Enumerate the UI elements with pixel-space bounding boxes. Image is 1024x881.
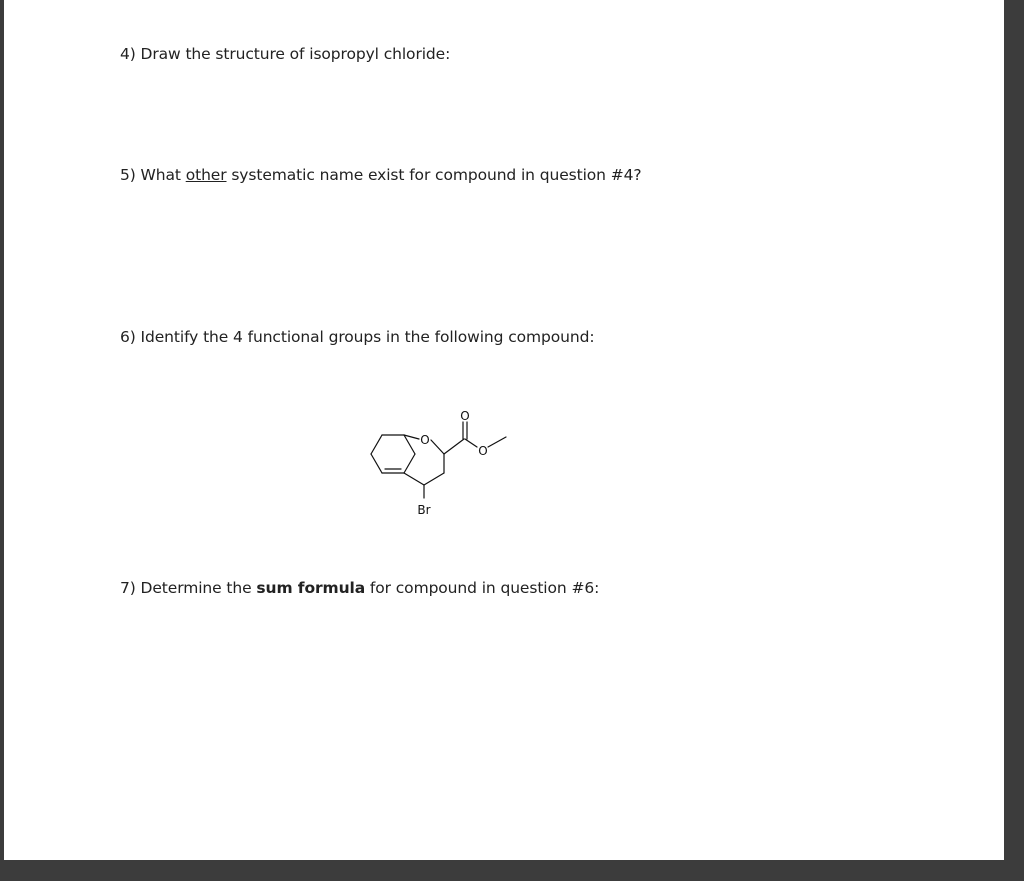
- bond: [371, 454, 382, 473]
- question-7-bold-term: sum formula: [256, 579, 366, 597]
- bond: [431, 440, 444, 454]
- ester-oxygen-label: O: [478, 444, 488, 458]
- bond: [404, 454, 415, 473]
- question-7: [120, 579, 599, 597]
- question-4: [120, 45, 450, 63]
- document-page: [4, 0, 1004, 860]
- question-4-text: 4) Draw the structure of isopropyl chloride:: [120, 45, 451, 63]
- bond: [488, 437, 506, 447]
- bond: [444, 439, 464, 454]
- question-5: [120, 166, 642, 184]
- carbonyl-oxygen-label: O: [460, 409, 470, 423]
- question-5-prefix: 5) What: [120, 166, 186, 184]
- question-5-underlined-word: other: [185, 166, 227, 184]
- question-5-suffix: systematic name exist for compound in question #4?: [226, 166, 642, 184]
- question-6-text: 6) Identify the 4 functional groups in the following compound:: [120, 328, 595, 346]
- bond: [424, 473, 444, 485]
- question-6: [120, 328, 594, 346]
- bond: [371, 435, 382, 454]
- question-7-prefix: 7) Determine the: [120, 579, 257, 597]
- bond: [404, 473, 424, 485]
- ring-oxygen-label: O: [420, 433, 430, 447]
- question-7-suffix: for compound in question #6:: [365, 579, 600, 597]
- bond: [465, 439, 477, 447]
- chemical-structure-diagram: [358, 404, 524, 522]
- bromine-label: Br: [417, 503, 431, 517]
